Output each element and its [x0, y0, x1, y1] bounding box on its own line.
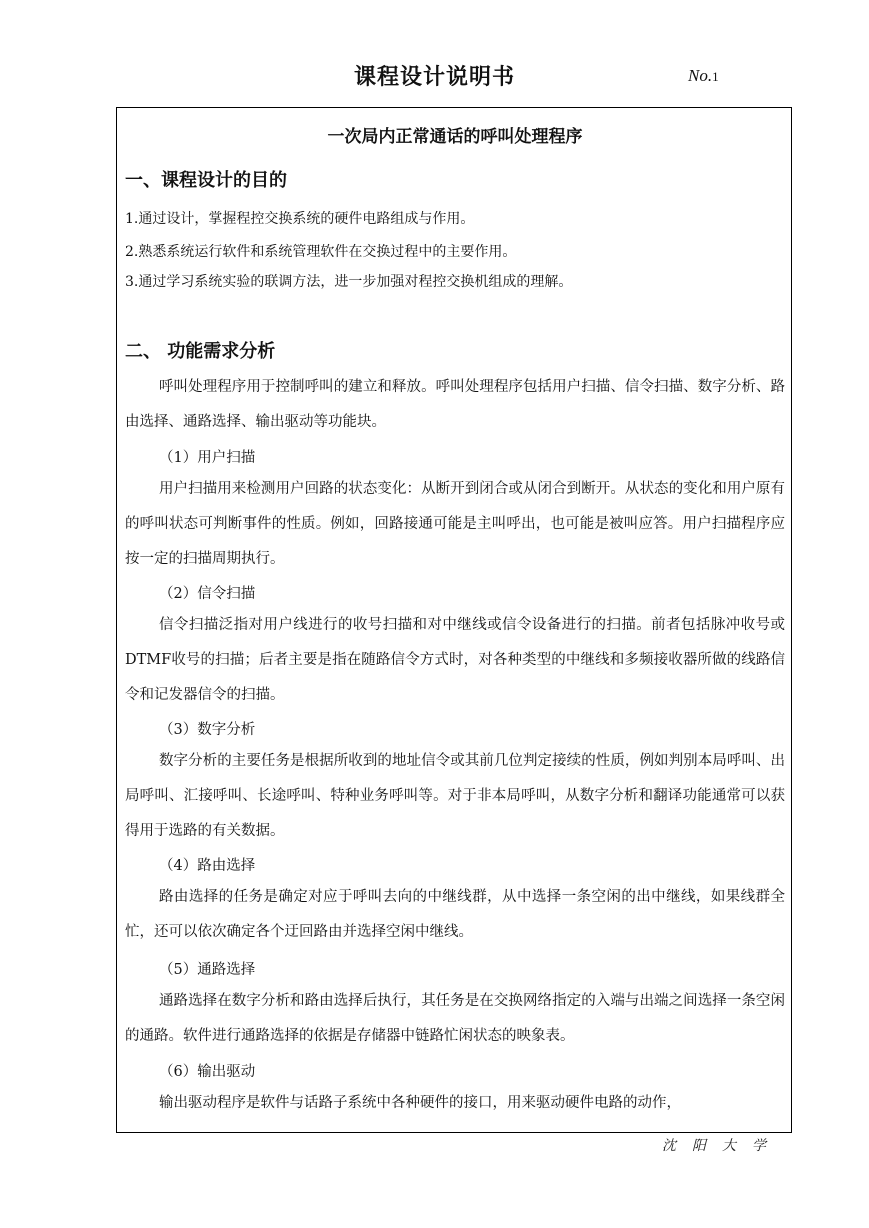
- subsection-user-scan-text: 用户扫描用来检测用户回路的状态变化：从断开到闭合或从闭合到断开。从状态的变化和用户原有的呼叫状态可判断事件的性质。例如，回路接通可能是主叫呼出，也可能是被叫应答。用户扫描程序应按一定的扫描周期执行。: [125, 481, 785, 567]
- page-header-title: 课程设计说明书: [353, 65, 515, 90]
- document-frame: [116, 107, 792, 1133]
- subsection-output-driver-heading: （6）输出驱动: [159, 1064, 256, 1080]
- subsection-path-selection-text: 通路选择在数字分析和路由选择后执行，其任务是在交换网络指定的入端与出端之间选择一条空闲的通路。软件进行通路选择的依据是存储器中链路忙闲状态的映象表。: [125, 993, 785, 1044]
- page-number-value: 1: [712, 69, 719, 84]
- subsection-route-selection-heading: （4）路由选择: [159, 858, 256, 874]
- subsection-output-driver-text: 输出驱动程序是软件与话路子系统中各种硬件的接口，用来驱动硬件电路的动作，: [159, 1095, 681, 1111]
- purpose-item-2: 2.熟悉系统运行软件和系统管理软件在交换过程中的主要作用。: [125, 244, 517, 260]
- subsection-signal-scan-text: 信令扫描泛指对用户线进行的收号扫描和对中继线或信令设备进行的扫描。前者包括脉冲收号或DTMF收号的扫描；后者主要是指在随路信令方式时，对各种类型的中继线和多频接收器所做的线路信令和记发器信令的扫描。: [125, 617, 785, 703]
- footer-university-name: 沈阳大学: [662, 1138, 782, 1154]
- purpose-item-3: 3.通过学习系统实验的联调方法，进一步加强对程控交换机组成的理解。: [125, 274, 573, 290]
- section-2-heading: 二、 功能需求分析: [125, 341, 276, 362]
- purpose-item-1: 1.通过设计，掌握程控交换系统的硬件电路组成与作用。: [125, 211, 475, 227]
- section-1-heading: 一、课程设计的目的: [125, 170, 287, 191]
- page-number-prefix: No.: [688, 66, 713, 85]
- page-number: [688, 66, 719, 86]
- subsection-signal-scan-heading: （2）信令扫描: [159, 586, 256, 602]
- subsection-path-selection-heading: （5）通路选择: [159, 962, 256, 978]
- subsection-route-selection-text: 路由选择的任务是确定对应于呼叫去向的中继线群，从中选择一条空闲的出中继线，如果线群全忙，还可以依次确定各个迂回路由并选择空闲中继线。: [125, 889, 785, 940]
- subsection-digit-analysis-text: 数字分析的主要任务是根据所收到的地址信令或其前几位判定接续的性质，例如判别本局呼叫、出局呼叫、汇接呼叫、长途呼叫、特种业务呼叫等。对于非本局呼叫，从数字分析和翻译功能通常可以获得用于选路的有关数据。: [125, 753, 785, 839]
- subsection-digit-analysis-heading: （3）数字分析: [159, 722, 256, 738]
- section-2-intro: 呼叫处理程序用于控制呼叫的建立和释放。呼叫处理程序包括用户扫描、信令扫描、数字分析、路由选择、通路选择、输出驱动等功能块。: [125, 379, 785, 430]
- document-title: 一次局内正常通话的呼叫处理程序: [327, 127, 583, 147]
- subsection-user-scan-heading: （1）用户扫描: [159, 450, 256, 466]
